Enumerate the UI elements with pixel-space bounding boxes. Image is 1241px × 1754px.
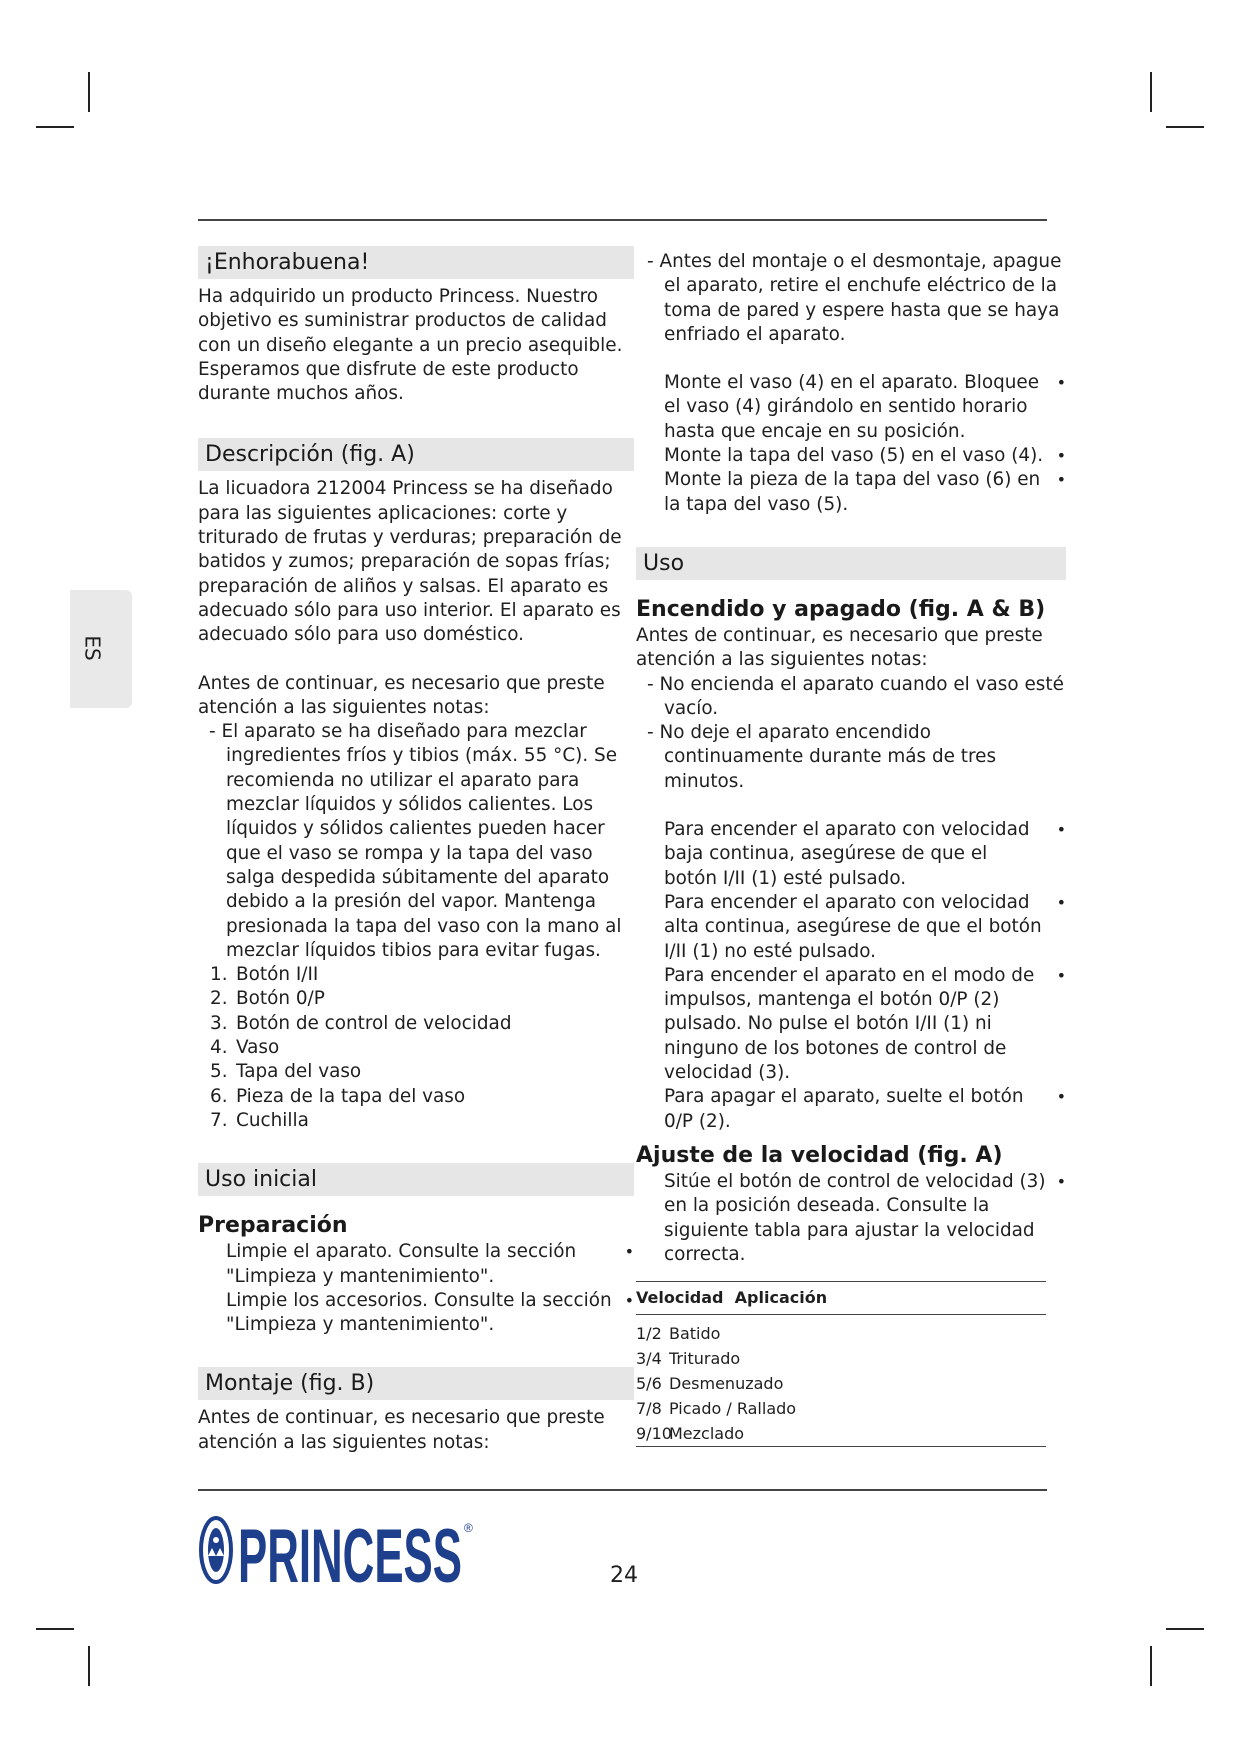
list-item: 1. Botón I/II	[210, 964, 319, 986]
left-column	[198, 246, 634, 1455]
montaje-step: Monte el vaso (4) en el aparato. Bloquee el vaso (4) girándolo en sentido horario hasta que encaje en su posición. •	[664, 372, 1066, 442]
list-item: 4. Vaso	[210, 1037, 280, 1059]
montaje-text: Antes de continuar, es necesario que preste atención a las siguientes notas:	[198, 1407, 605, 1453]
table-row: 1/2 Batido	[636, 1324, 721, 1344]
crop-mark	[1150, 1646, 1152, 1686]
uso-step: Para encender el aparato con velocidad baja continua, asegúrese de que el botón I/II (1) esté pulsado. •	[664, 819, 1066, 889]
list-item: 2. Botón 0/P	[210, 988, 325, 1010]
table-row: 7/8 Picado / Rallado	[636, 1399, 797, 1419]
uso-intro: Antes de continuar, es necesario que preste atención a las siguientes notas:	[636, 624, 1043, 671]
bullet-icon: •	[624, 1290, 634, 1310]
montaje-step: Monte la tapa del vaso (5) en el vaso (4). •	[636, 444, 1066, 468]
crown-emblem-icon	[201, 1518, 231, 1582]
crop-mark	[36, 1628, 74, 1630]
bullet-icon: •	[1056, 1171, 1066, 1191]
subheading-encendido: Encendido y apagado (fig. A & B)	[636, 596, 1046, 622]
bullet-icon: •	[1056, 373, 1066, 393]
speed-table	[636, 1281, 1046, 1447]
montaje-step: Monte la pieza de la tapa del vaso (6) en la tapa del vaso (5). •	[664, 469, 1066, 515]
crop-mark	[1150, 72, 1152, 112]
uso-note: - No encienda el aparato cuando el vaso esté vacío.	[647, 673, 1064, 719]
table-row: 9/10Mezclado	[636, 1421, 1046, 1447]
language-label: ES	[80, 635, 105, 661]
crop-mark	[88, 72, 90, 112]
registered-mark: ®	[464, 1521, 473, 1535]
descripcion-notes-intro: Antes de continuar, es necesario que preste atención a las siguientes notas:	[198, 672, 605, 718]
crop-mark	[1166, 126, 1204, 128]
table-row: 5/6 Desmenuzado	[636, 1374, 784, 1394]
list-item: 6. Pieza de la tapa del vaso	[210, 1085, 466, 1107]
parts-list	[198, 963, 634, 1133]
bullet-icon: •	[1056, 470, 1066, 490]
right-column	[636, 250, 1066, 1447]
page-number: 24	[610, 1563, 638, 1588]
brand-name: PRINCESS	[238, 1514, 462, 1588]
section-heading-descripcion: Descripción (fig. A)	[198, 438, 634, 471]
uso-step: Para apagar el aparato, suelte el botón 0/P (2). •	[664, 1086, 1066, 1132]
descripcion-intro: La licuadora 212004 Princess se ha diseñado para las siguientes aplicaciones: corte y triturado de frutas y verduras; preparación de batidos y zumos; preparación de sopas frías; preparación de aliños y salsas. El aparato es adecuado sólo para uso interior. El aparato es adecuado sólo para uso doméstico.	[198, 478, 622, 646]
language-tab	[70, 590, 132, 708]
subheading-ajuste: Ajuste de la velocidad (fig. A)	[636, 1142, 1003, 1168]
uso-step: Para encender el aparato con velocidad alta continua, asegúrese de que el botón I/II (1) no esté pulsado. •	[664, 891, 1066, 962]
bullet-icon: •	[624, 1242, 634, 1262]
crop-mark	[1166, 1628, 1204, 1630]
section-heading-uso: Uso	[636, 547, 1066, 580]
montaje-note: - Antes del montaje o el desmontaje, apague el aparato, retire el enchufe eléctrico de la toma de pared y espere hasta que se haya enfriado el aparato.	[647, 251, 1062, 345]
list-item: 3. Botón de control de velocidad	[210, 1012, 512, 1034]
uso-step: Para encender el aparato en el modo de impulsos, mantenga el botón 0/P (2) pulsado. No pulse el botón I/II (1) ni ninguno de los botones de control de velocidad (3). •	[664, 964, 1066, 1084]
bullet-icon: •	[1056, 1087, 1066, 1107]
section-heading-montaje: Montaje (fig. B)	[198, 1367, 634, 1400]
descripcion-note: - El aparato se ha diseñado para mezclar ingredientes fríos y tibios (máx. 55 °C). Se recomienda no utilizar el aparato para mezclar líquidos y sólidos calientes. Los líquidos y sólidos calientes pueden hacer que el vaso se rompa y la tapa del vaso salga despedida súbitamente del aparato debido a la presión del vapor. Mantenga presionada la tapa del vaso con la mano al mezclar líquidos tibios para evitar fugas.	[209, 721, 622, 961]
subheading-preparacion: Preparación	[198, 1213, 348, 1239]
crop-mark	[88, 1646, 90, 1686]
bullet-icon: •	[1056, 965, 1066, 985]
section-heading-enhorabuena: ¡Enhorabuena!	[198, 246, 634, 279]
list-item: 7. Cuchilla	[210, 1109, 309, 1131]
ajuste-step: Sitúe el botón de control de velocidad (3) en la posición deseada. Consulte la siguiente tabla para ajustar la velocidad correcta. •	[664, 1170, 1066, 1265]
bullet-icon: •	[1056, 820, 1066, 840]
list-item: 5. Tapa del vaso	[210, 1061, 362, 1083]
princess-logo	[198, 1512, 478, 1588]
bullet-icon: •	[1056, 892, 1066, 912]
section-heading-uso-inicial: Uso inicial	[198, 1163, 634, 1196]
bullet-icon: •	[1056, 446, 1066, 466]
preparacion-step: Limpie el aparato. Consulte la sección "Limpieza y mantenimiento". •	[226, 1241, 634, 1287]
uso-note: - No deje el aparato encendido continuamente durante más de tres minutos.	[647, 722, 997, 792]
table-header: Velocidad Aplicación	[636, 1282, 1046, 1315]
crop-mark	[36, 126, 74, 128]
bottom-rule	[198, 1489, 1047, 1491]
table-row: 3/4 Triturado	[636, 1349, 741, 1369]
enhorabuena-text: Ha adquirido un producto Princess. Nuestro objetivo es suministrar productos de calidad con un diseño elegante a un precio asequible. Esperamos que disfrute de este producto durante muchos años.	[198, 286, 623, 405]
preparacion-step: Limpie los accesorios. Consulte la sección "Limpieza y mantenimiento". •	[226, 1289, 634, 1336]
top-rule	[198, 219, 1047, 221]
